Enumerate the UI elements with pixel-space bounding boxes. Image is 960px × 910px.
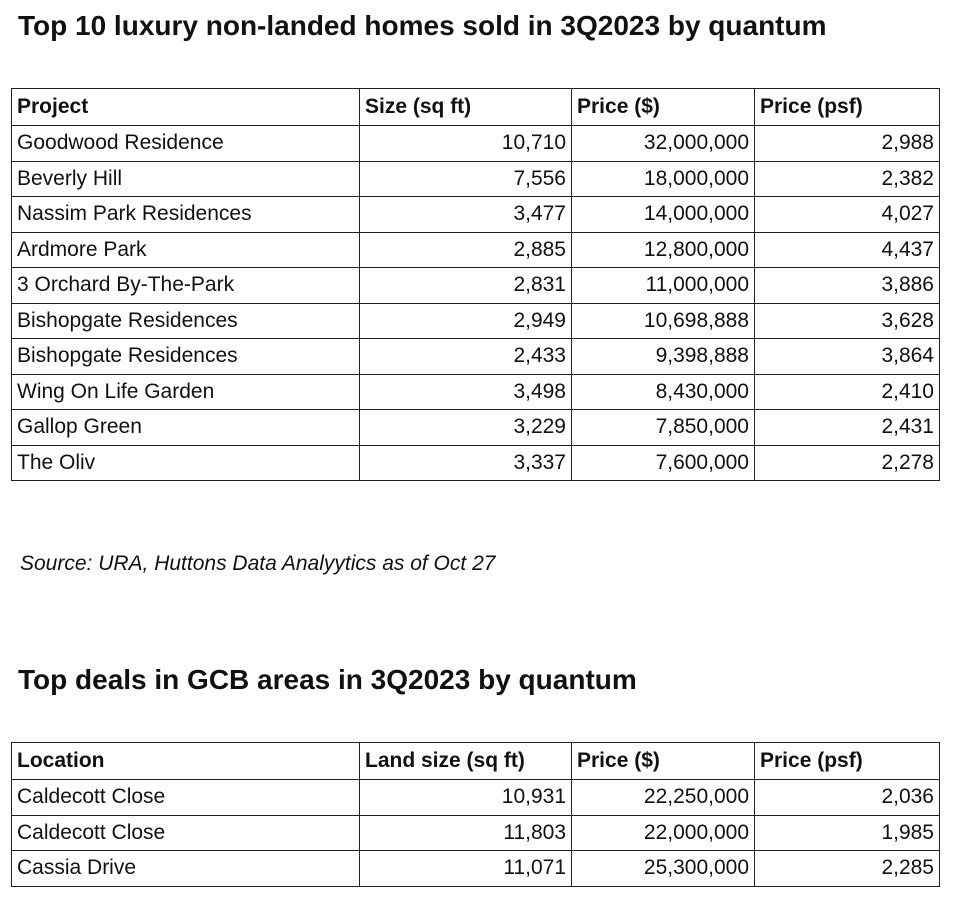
cell-price-psf: 4,027 <box>755 197 940 233</box>
cell-name: Gallop Green <box>12 410 360 446</box>
column-header-land-size: Land size (sq ft) <box>360 743 572 780</box>
cell-name: Bishopgate Residences <box>12 303 360 339</box>
cell-price-psf: 2,431 <box>755 410 940 446</box>
cell-price: 10,698,888 <box>572 303 755 339</box>
cell-price: 11,000,000 <box>572 268 755 304</box>
cell-name: Nassim Park Residences <box>12 197 360 233</box>
cell-price-psf: 2,988 <box>755 126 940 162</box>
cell-size: 3,229 <box>360 410 572 446</box>
source-note: Source: URA, Huttons Data Analyytics as of Oct 27 <box>20 552 496 575</box>
table-row <box>12 161 940 197</box>
cell-price-psf: 2,382 <box>755 161 940 197</box>
column-header-location: Location <box>12 743 360 780</box>
cell-price: 14,000,000 <box>572 197 755 233</box>
table-header-row <box>12 89 940 126</box>
table-row <box>12 410 940 446</box>
table-row <box>12 374 940 410</box>
table-row <box>12 780 940 816</box>
table-header-row <box>12 743 940 780</box>
cell-price: 25,300,000 <box>572 851 755 887</box>
cell-price-psf: 3,886 <box>755 268 940 304</box>
cell-size: 3,498 <box>360 374 572 410</box>
cell-size: 11,071 <box>360 851 572 887</box>
cell-size: 10,931 <box>360 780 572 816</box>
table-row <box>12 851 940 887</box>
column-header-project: Project <box>12 89 360 126</box>
cell-price: 8,430,000 <box>572 374 755 410</box>
table-row <box>12 445 940 481</box>
cell-price: 7,600,000 <box>572 445 755 481</box>
cell-price-psf: 2,285 <box>755 851 940 887</box>
cell-size: 11,803 <box>360 815 572 851</box>
cell-price: 22,250,000 <box>572 780 755 816</box>
column-header-size: Size (sq ft) <box>360 89 572 126</box>
cell-price: 9,398,888 <box>572 339 755 375</box>
cell-price: 7,850,000 <box>572 410 755 446</box>
column-header-price-psf: Price (psf) <box>755 743 940 780</box>
cell-name: The Oliv <box>12 445 360 481</box>
column-header-price-psf: Price (psf) <box>755 89 940 126</box>
cell-price-psf: 3,864 <box>755 339 940 375</box>
cell-name: Caldecott Close <box>12 815 360 851</box>
luxury-homes-table-body <box>12 126 940 481</box>
cell-size: 2,831 <box>360 268 572 304</box>
cell-name: Bishopgate Residences <box>12 339 360 375</box>
cell-price: 32,000,000 <box>572 126 755 162</box>
cell-price-psf: 2,036 <box>755 780 940 816</box>
table-row <box>12 303 940 339</box>
section1-title: Top 10 luxury non-landed homes sold in 3Q2023 by quantum <box>18 10 827 41</box>
cell-name: Wing On Life Garden <box>12 374 360 410</box>
cell-price-psf: 1,985 <box>755 815 940 851</box>
cell-price: 18,000,000 <box>572 161 755 197</box>
cell-name: Caldecott Close <box>12 780 360 816</box>
cell-price-psf: 2,410 <box>755 374 940 410</box>
table-row <box>12 339 940 375</box>
gcb-deals-table-body <box>12 780 940 887</box>
gcb-deals-table <box>11 742 940 887</box>
table-row <box>12 197 940 233</box>
cell-size: 2,885 <box>360 232 572 268</box>
cell-name: 3 Orchard By-The-Park <box>12 268 360 304</box>
table-row <box>12 815 940 851</box>
column-header-price: Price ($) <box>572 743 755 780</box>
cell-size: 10,710 <box>360 126 572 162</box>
table-row <box>12 126 940 162</box>
cell-name: Beverly Hill <box>12 161 360 197</box>
cell-price: 22,000,000 <box>572 815 755 851</box>
cell-size: 3,337 <box>360 445 572 481</box>
cell-size: 3,477 <box>360 197 572 233</box>
cell-price-psf: 3,628 <box>755 303 940 339</box>
cell-name: Ardmore Park <box>12 232 360 268</box>
section2-title: Top deals in GCB areas in 3Q2023 by quantum <box>18 664 637 695</box>
cell-price-psf: 2,278 <box>755 445 940 481</box>
luxury-homes-table <box>11 88 940 481</box>
table-row <box>12 268 940 304</box>
cell-size: 2,949 <box>360 303 572 339</box>
cell-price: 12,800,000 <box>572 232 755 268</box>
cell-price-psf: 4,437 <box>755 232 940 268</box>
cell-size: 2,433 <box>360 339 572 375</box>
cell-name: Cassia Drive <box>12 851 360 887</box>
column-header-price: Price ($) <box>572 89 755 126</box>
cell-name: Goodwood Residence <box>12 126 360 162</box>
table-row <box>12 232 940 268</box>
cell-size: 7,556 <box>360 161 572 197</box>
